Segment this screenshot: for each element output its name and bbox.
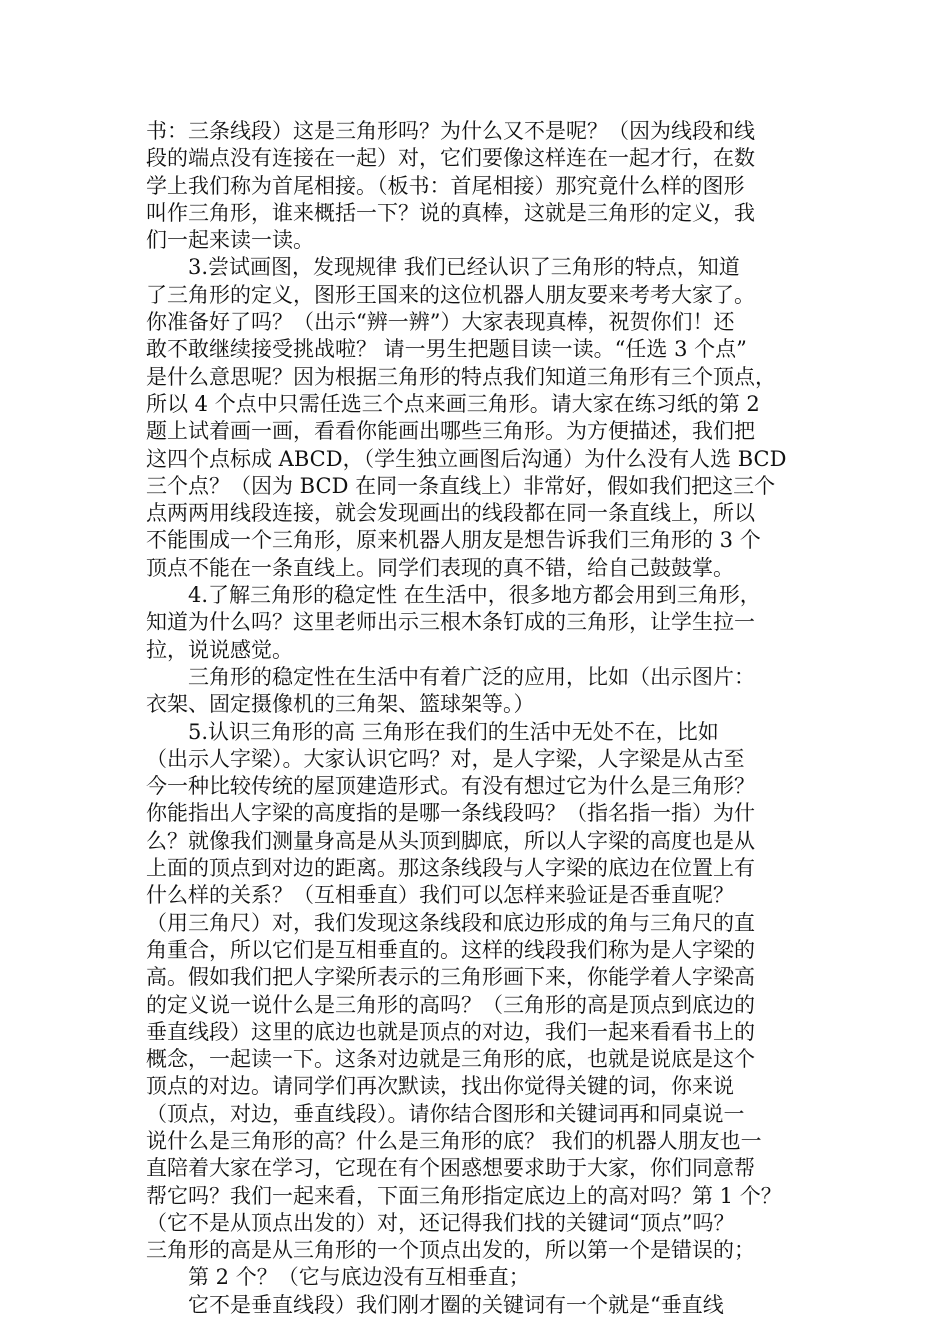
text-line: 顶点的对边。请同学们再次默读，找出你觉得关键的词，你来说 <box>146 1074 734 1099</box>
text-line: 帮它吗？我们一起来看，下面三角形指定底边上的高对吗？第 1 个？ <box>146 1183 782 1208</box>
text-line: 么？就像我们测量身高是从头顶到脚底，所以人字梁的高度也是从 <box>146 828 755 853</box>
text-line: 概念，一起读一下。这条对边就是三角形的底，也就是说底是这个 <box>146 1047 755 1072</box>
text-line: 你能指出人字梁的高度指的是哪一条线段吗？（指名指一指）为什 <box>146 801 755 826</box>
text-line: 题上试着画一画，看看你能画出哪些三角形。为方便描述，我们把 <box>146 419 755 444</box>
text-line: 它不是垂直线段）我们刚才圈的关键词有一个就是“垂直线 <box>146 1292 724 1317</box>
body-text <box>146 118 816 1319</box>
text-line: 4.了解三角形的稳定性 在生活中，很多地方都会用到三角形， <box>146 583 761 608</box>
text-line: 段的端点没有连接在一起）对，它们要像这样连在一起才行，在数 <box>146 146 755 171</box>
text-line: 书：三条线段）这是三角形吗？为什么又不是呢？（因为线段和线 <box>146 119 755 143</box>
text-line: （顶点，对边，垂直线段）。请你结合图形和关键词再和同桌说一 <box>146 1101 745 1126</box>
text-line: 不能围成一个三角形，原来机器人朋友是想告诉我们三角形的 3 个 <box>146 528 761 553</box>
text-line: （出示人字梁）。大家认识它吗？对，是人字梁，人字梁是从古至 <box>146 746 745 771</box>
text-line: 所以 4 个点中只需任选三个点来画三角形。请大家在练习纸的第 2 <box>146 391 760 416</box>
text-line: 三个点？（因为 BCD 在同一条直线上）非常好，假如我们把这三个 <box>146 473 776 498</box>
text-line: 知道为什么吗？这里老师出示三根木条钉成的三角形，让学生拉一 <box>146 610 755 635</box>
text-line: 顶点不能在一条直线上。同学们表现的真不错，给自己鼓鼓掌。 <box>146 555 734 580</box>
text-line: （它不是从顶点出发的）对，还记得我们找的关键词“顶点”吗？ <box>146 1210 735 1235</box>
text-line: 拉，说说感觉。 <box>146 637 293 662</box>
text-line: 是什么意思呢？因为根据三角形的特点我们知道三角形有三个顶点， <box>146 364 776 389</box>
text-line: 这四个点标成 ABCD，（学生独立画图后沟通）为什么没有人选 BCD <box>146 446 787 471</box>
text-line: 学上我们称为首尾相接。（板书：首尾相接）那究竟什么样的图形 <box>146 173 745 198</box>
text-line: 三角形的高是从三角形的一个顶点出发的，所以第一个是错误的； <box>146 1238 755 1263</box>
text-line: 点两两用线段连接，就会发现画出的线段都在同一条直线上，所以 <box>146 501 755 526</box>
text-line: 上面的顶点到对边的距离。那这条线段与人字梁的底边在位置上有 <box>146 856 755 881</box>
text-line: 叫作三角形，谁来概括一下？说的真棒，这就是三角形的定义，我 <box>146 200 755 225</box>
text-line: 三角形的稳定性在生活中有着广泛的应用，比如（出示图片： <box>146 664 755 689</box>
text-line: 什么样的关系？（互相垂直）我们可以怎样来验证是否垂直呢？ <box>146 883 734 908</box>
text-line: 第 2 个？（它与底边没有互相垂直； <box>146 1265 530 1290</box>
text-line: 5.认识三角形的高 三角形在我们的生活中无处不在，比如 <box>146 719 719 744</box>
text-line: 垂直线段）这里的底边也就是顶点的对边，我们一起来看看书上的 <box>146 1019 755 1044</box>
text-line: 角重合，所以它们是互相垂直的。这样的线段我们称为是人字梁的 <box>146 937 755 962</box>
text-line: 直陪着大家在学习，它现在有个困惑想要求助于大家，你们同意帮 <box>146 1156 755 1181</box>
text-line: 衣架、固定摄像机的三角架、篮球架等。） <box>146 692 535 717</box>
text-line: 的定义说一说什么是三角形的高吗？（三角形的高是顶点到底边的 <box>146 992 755 1017</box>
text-line: 今一种比较传统的屋顶建造形式。有没有想过它为什么是三角形？ <box>146 774 755 799</box>
text-line: 高。假如我们把人字梁所表示的三角形画下来，你能学着人字梁高 <box>146 965 755 990</box>
text-line: 3.尝试画图，发现规律 我们已经认识了三角形的特点，知道 <box>146 255 740 280</box>
text-line: （用三角尺）对，我们发现这条线段和底边形成的角与三角尺的直 <box>146 910 755 935</box>
text-line: 你准备好了吗？（出示“辨一辨”）大家表现真棒，祝贺你们！还 <box>146 310 735 335</box>
text-line: 敢不敢继续接受挑战啦？ 请一男生把题目读一读。“任选 3 个点” <box>146 337 747 362</box>
text-line: 说什么是三角形的高？什么是三角形的底？ 我们的机器人朋友也一 <box>146 1128 762 1153</box>
text-line: 们一起来读一读。 <box>146 228 314 253</box>
text-line: 了三角形的定义，图形王国来的这位机器人朋友要来考考大家了。 <box>146 282 755 307</box>
